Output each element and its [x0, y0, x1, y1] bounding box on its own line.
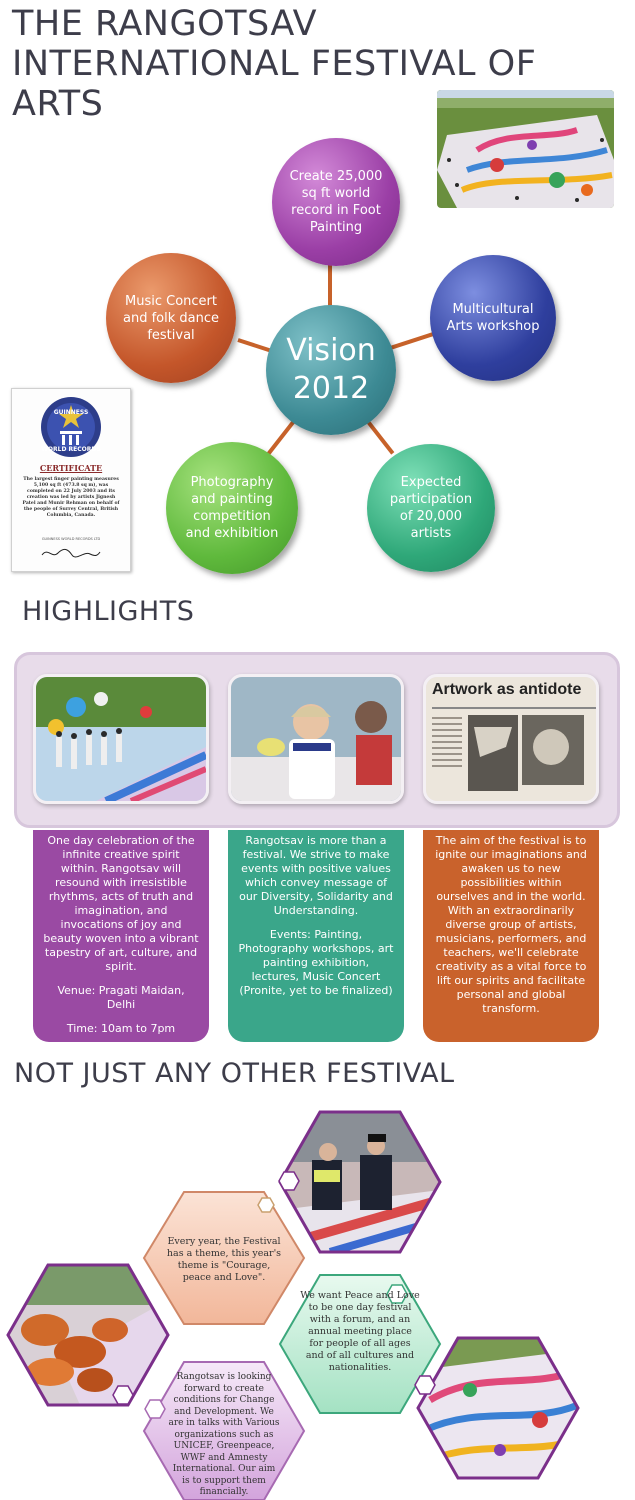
- highlight-card-values: [228, 830, 404, 1042]
- guinness-badge-bottom: WORLD RECORDS: [41, 446, 101, 453]
- title-line-2: INTERNATIONAL FESTIVAL OF ARTS: [12, 44, 537, 124]
- certificate-footer: GUINNESS WORLD RECORDS LTD: [41, 537, 101, 541]
- vision-item-music-concert: [106, 253, 236, 383]
- highlight-photo-newspaper: [423, 674, 599, 804]
- hex-text-peace-label: We want Peace and Love to be one day festival with a forum, and an annual meeting place for people of all ages and of all cultures and nationalities.: [300, 1290, 420, 1373]
- vision-diagram: [0, 0, 635, 600]
- hex-photo-painted-ground: [418, 1338, 578, 1478]
- hex-text-theme-label: Every year, the Festival has a theme, this year's theme is "Courage, peace and Love".: [166, 1236, 282, 1283]
- vision-item-label: Create 25,000 sq ft world record in Foot Painting: [289, 169, 383, 235]
- festival-title: NOT JUST ANY OTHER FESTIVAL: [14, 1058, 455, 1089]
- guinness-badge-top: GUINNESS: [53, 409, 89, 416]
- highlight-photo-balloons: [33, 674, 209, 804]
- vision-center-circle: [266, 305, 396, 435]
- hex-photo-police: [280, 1112, 440, 1252]
- vision-item-label: Multicultural Arts workshop: [446, 302, 540, 334]
- highlight-card-venue: Venue: Pragati Maidan, Delhi: [57, 984, 185, 1011]
- vision-item-photography: [166, 442, 298, 574]
- vision-item-foot-painting: [272, 138, 400, 266]
- highlight-card-celebration: [33, 830, 209, 1042]
- newspaper-headline: Artwork as antidote: [432, 681, 582, 698]
- title-line-1: THE RANGOTSAV: [12, 4, 318, 44]
- highlight-photo-child-painting: [228, 674, 404, 804]
- small-hex-icon: [415, 1376, 435, 1394]
- certificate-body: The largest finger painting measures 5,100 sq ft (473.8 sq m), was completed on 22 July 2003 and its creation was led by artists Jignesh Patel and Munir Rehman on behalf of the people of Surrey Central, British Columbia, Canada.: [22, 477, 120, 518]
- small-hex-icon: [279, 1172, 299, 1190]
- highlight-card-text: Rangotsav is more than a festival. We strive to make events with positive values which convey message of our Diversity, Solidarity and Understanding.: [239, 834, 393, 917]
- small-hex-icon: [145, 1400, 165, 1418]
- highlight-card-text: One day celebration of the infinite creative spirit within. Rangotsav will resound with irresistible rhythms, acts of truth and imagination, and invocations of joy and beauty woven into a vibrant tapestry of art, culture, and spirit.: [43, 834, 199, 973]
- highlight-card-events: Events: Painting, Photography workshops, art painting exhibition, lectures, Music Concert (Pronite, yet to be finalized): [238, 928, 394, 997]
- highlight-card-time: Time: 10am to 7pm: [66, 1022, 176, 1035]
- small-hex-icon: [113, 1386, 133, 1404]
- certificate-heading: CERTIFICATE: [39, 463, 103, 473]
- highlight-card-text: The aim of the festival is to ignite our imaginations and awaken us to new possibilities within ourselves and in the world. With an extraordinarily diverse group of artists, musicians, performers, and teachers, we'll celebrate creativity as a vital force to lift our spirits and facilitate personal and global transform.: [435, 834, 587, 1015]
- vision-item-label: Music Concert and folk dance festival: [123, 293, 219, 343]
- vision-item-multicultural: [430, 255, 556, 381]
- vision-item-participation: [367, 444, 495, 572]
- small-hex-icon: [258, 1198, 274, 1212]
- vision-item-label: Expected participation of 20,000 artists: [389, 475, 473, 541]
- hex-photo-monks: [8, 1265, 168, 1405]
- highlights-title: HIGHLIGHTS: [22, 596, 195, 627]
- highlight-card-aim: [423, 830, 599, 1042]
- vision-center-label: Vision 2012: [286, 333, 376, 406]
- hex-text-change-label: Rangotsav is looking forward to create conditions for Change and Development. We are in talks with Various organizations such as UNICEF, Greenpeace, WWF and Amnesty International. Our aim is to support them financially.: [168, 1372, 280, 1497]
- vision-item-label: Photography and painting competition and exhibition: [185, 475, 279, 541]
